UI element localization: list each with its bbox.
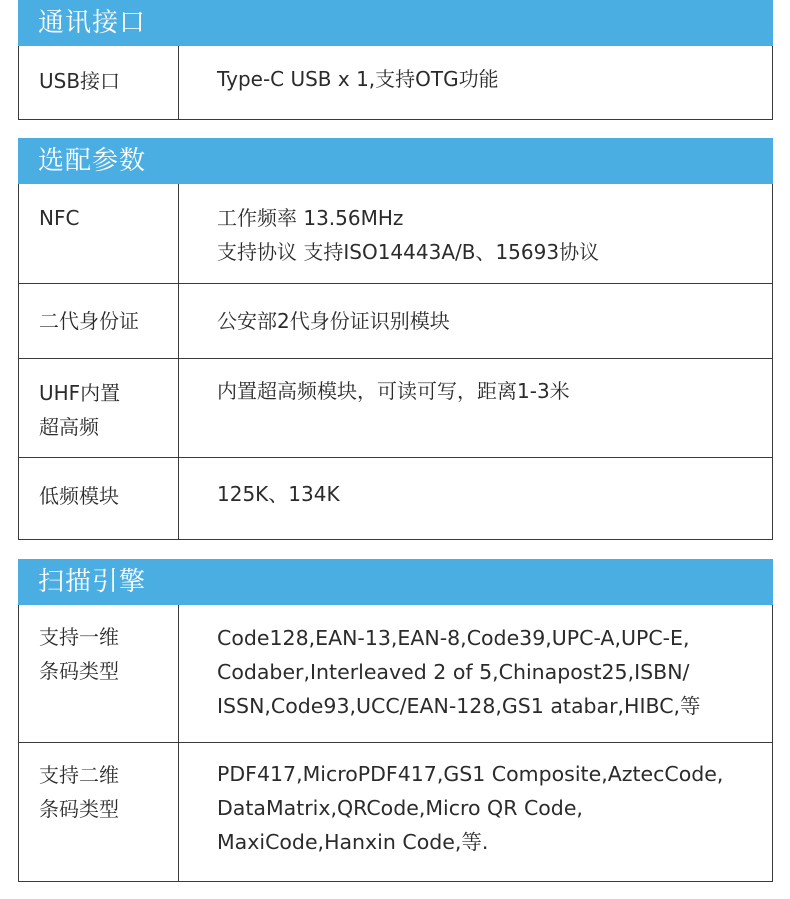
spec-label-line: 低频模块 (39, 484, 119, 508)
spec-row-id-card (19, 283, 772, 358)
spec-value (179, 359, 772, 457)
spec-label-line: UHF内置 (39, 381, 121, 405)
spec-value-line: ISSN,Code93,UCC/EAN-128,GS1 atabar,HIBC,等 (217, 694, 701, 718)
spec-value-line: 支持协议 支持ISO14443A/B、15693协议 (217, 240, 600, 264)
spec-value (179, 605, 772, 742)
spec-value-line: Codaber,Interleaved 2 of 5,Chinapost25,ISBN/ (217, 660, 690, 684)
spec-label-line: NFC (39, 206, 80, 230)
spec-row-1d-barcodes (19, 605, 772, 742)
spec-label-line: 超高频 (39, 415, 99, 439)
spec-value-line: PDF417,MicroPDF417,GS1 Composite,AztecCode, (217, 762, 724, 786)
spec-row-uhf (19, 358, 772, 457)
spec-table (18, 184, 773, 540)
spec-label-line: 支持一维 (39, 625, 119, 649)
spec-value (179, 284, 772, 358)
spec-row-2d-barcodes (19, 742, 772, 881)
spec-row-nfc (19, 184, 772, 283)
spec-label (19, 605, 179, 742)
spec-label-line: 支持二维 (39, 763, 119, 787)
spec-value (179, 184, 772, 283)
spec-value-line: 工作频率 13.56MHz (217, 206, 404, 230)
spec-value-line: MaxiCode,Hanxin Code,等. (217, 830, 489, 854)
spec-row-lf (19, 457, 772, 539)
spec-label (19, 284, 179, 358)
spec-label-line: 二代身份证 (39, 309, 139, 333)
spec-value-line: DataMatrix,QRCode,Micro QR Code, (217, 796, 583, 820)
spec-value-line: Code128,EAN-13,EAN-8,Code39,UPC-A,UPC-E, (217, 626, 690, 650)
spec-label (19, 743, 179, 881)
spec-label-line: 条码类型 (39, 797, 119, 821)
spec-value-line: 内置超高频模块，可读可写，距离1-3米 (217, 379, 570, 403)
section-title: 扫描引擎 (18, 559, 773, 605)
spec-value (179, 46, 772, 119)
spec-value (179, 743, 772, 881)
spec-label-line: USB接口 (39, 69, 121, 93)
section-title: 选配参数 (18, 138, 773, 184)
spec-label-line: 条码类型 (39, 659, 119, 683)
spec-label (19, 184, 179, 283)
section-optional-params (18, 138, 773, 540)
spec-value-line: Type-C USB x 1,支持OTG功能 (217, 67, 499, 91)
spec-label (19, 359, 179, 457)
spec-label (19, 46, 179, 119)
spec-value-line: 125K、134K (217, 482, 340, 506)
section-scan-engine (18, 559, 773, 882)
spec-row-usb (19, 46, 772, 119)
spec-table (18, 46, 773, 120)
section-communication (18, 0, 773, 120)
spec-value (179, 458, 772, 539)
spec-value-line: 公安部2代身份证识别模块 (217, 309, 450, 333)
spec-table (18, 605, 773, 882)
section-title: 通讯接口 (18, 0, 773, 46)
spec-label (19, 458, 179, 539)
